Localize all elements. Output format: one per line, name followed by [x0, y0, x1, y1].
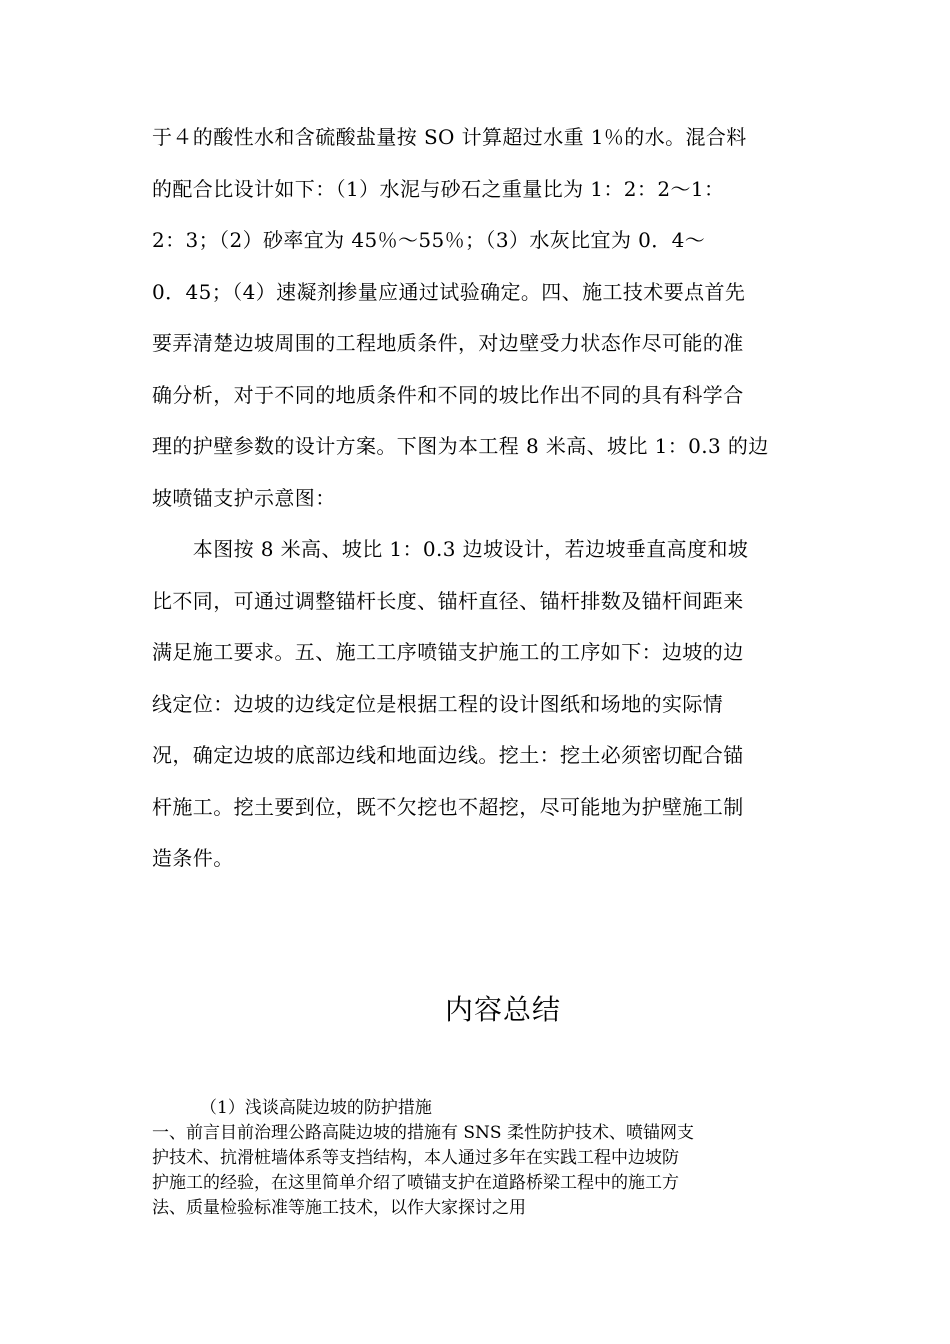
text-line: 线定位：边坡的边线定位是根据工程的设计图纸和场地的实际情	[152, 691, 724, 716]
text-line: 0．45；（4）速凝剂掺量应通过试验确定。四、施工技术要点首先	[152, 279, 746, 304]
text-line: 本图按 8 米高、坡比 1：0.3 边坡设计，若边坡垂直高度和坡	[152, 537, 749, 561]
text-line: 要弄清楚边坡周围的工程地质条件，对边壁受力状态作尽可能的准	[152, 331, 744, 355]
summary-line: 护施工的经验，在这里简单介绍了喷锚支护在道路桥梁工程中的施工方	[152, 1173, 679, 1193]
text-line: 确分析，对于不同的地质条件和不同的坡比作出不同的具有科学合	[152, 382, 744, 407]
summary-body	[152, 1096, 812, 1221]
text-line: 杆施工。挖土要到位，既不欠挖也不超挖，尽可能地为护壁施工制	[152, 794, 744, 819]
text-line: 理的护壁参数的设计方案。下图为本工程 8 米高、坡比 1：0.3 的边	[152, 434, 769, 458]
body-paragraph-1	[152, 112, 802, 524]
text-line: 造条件。	[152, 846, 234, 870]
text-line: 2：3；（2）砂率宜为 45％～55％；（3）水灰比宜为 0．4～	[152, 228, 706, 252]
body-paragraph-2	[152, 524, 802, 885]
summary-line: 护技术、抗滑桩墙体系等支挡结构，本人通过多年在实践工程中边坡防	[152, 1148, 679, 1168]
summary-title: 内容总结	[444, 993, 561, 1026]
text-line: 满足施工要求。五、施工工序喷锚支护施工的工序如下：边坡的边	[152, 640, 744, 664]
summary-subtitle: （1）浅谈高陡边坡的防护措施	[200, 1098, 432, 1118]
text-line: 比不同，可通过调整锚杆长度、锚杆直径、锚杆排数及锚杆间距来	[152, 588, 744, 613]
summary-line: 法、质量检验标准等施工技术，以作大家探讨之用	[152, 1198, 526, 1218]
text-line: 况，确定边坡的底部边线和地面边线。挖土：挖土必须密切配合锚	[152, 743, 744, 767]
text-line: 坡喷锚支护示意图：	[152, 485, 336, 510]
text-line: 的配合比设计如下：（1）水泥与砂石之重量比为 1：2：2～1：	[152, 176, 725, 201]
summary-line: 一、前言目前治理公路高陡边坡的措施有 SNS 柔性防护技术、喷锚网支	[152, 1123, 694, 1143]
text-line: 于４的酸性水和含硫酸盐量按 SO 计算超过水重 1％的水。混合料	[152, 125, 747, 149]
